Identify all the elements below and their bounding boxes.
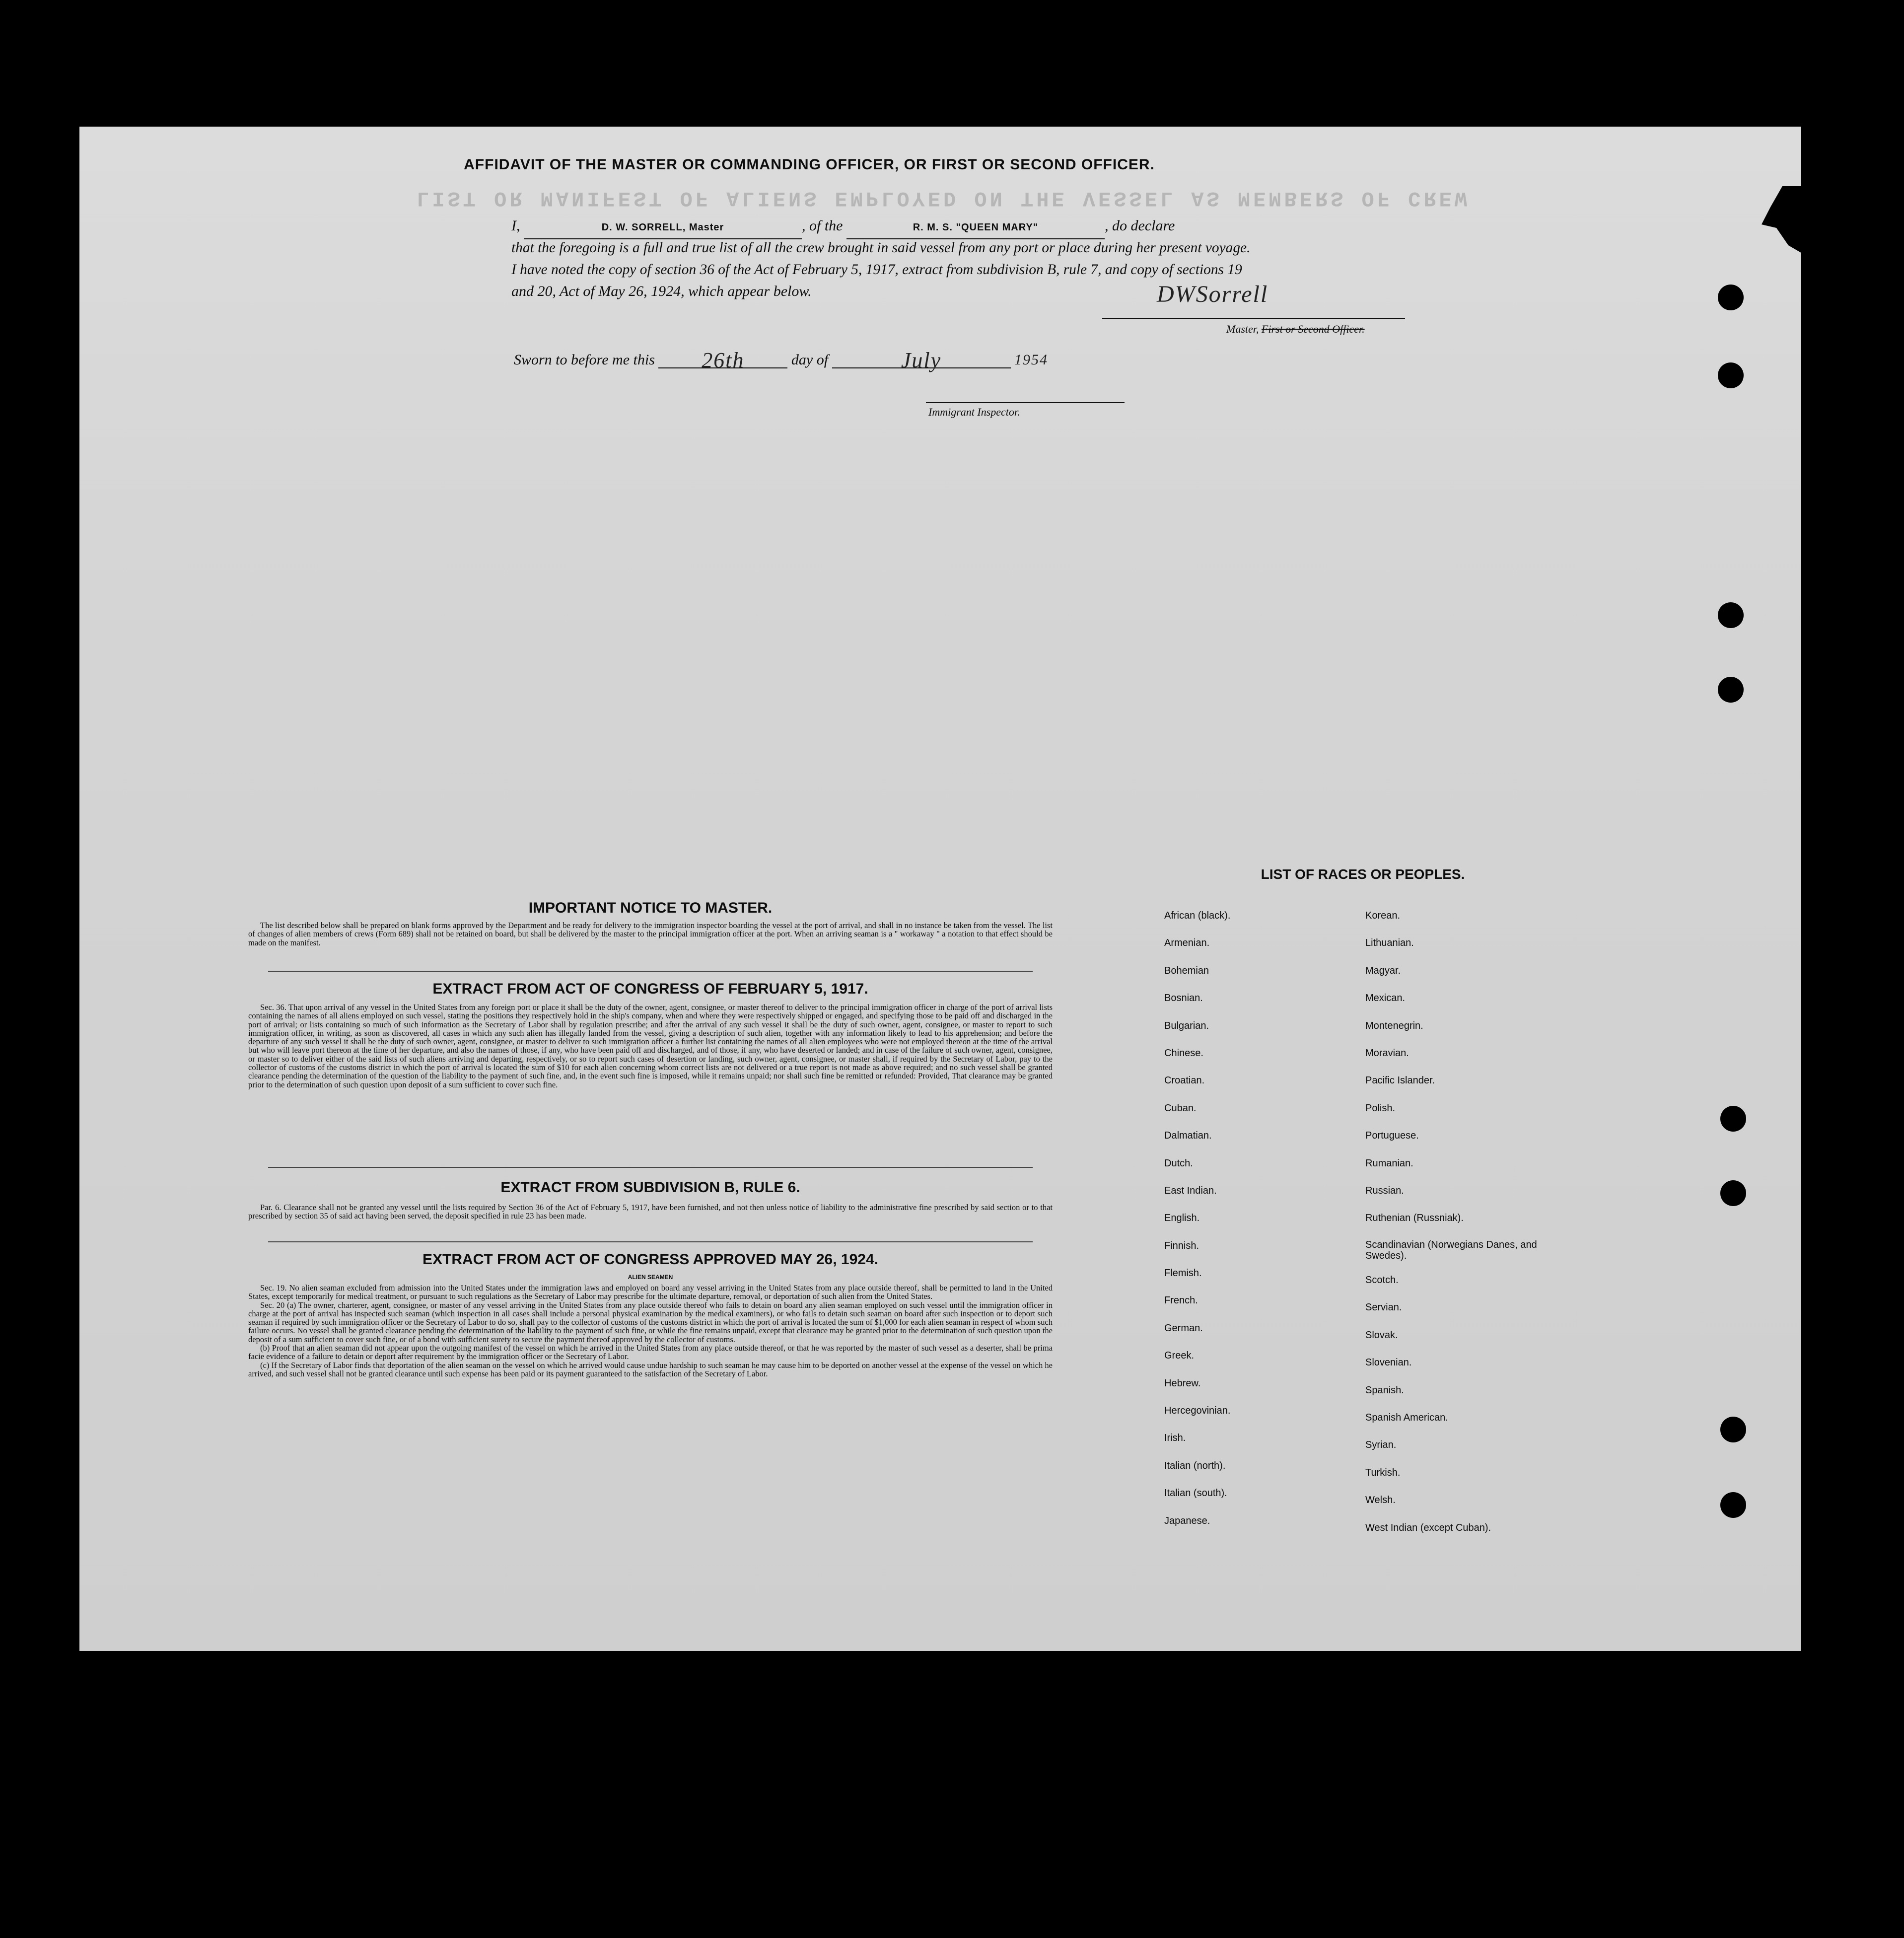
inspector-label: Immigrant Inspector. xyxy=(928,406,1020,418)
race-item: Korean. xyxy=(1365,910,1401,921)
race-item: Hebrew. xyxy=(1164,1377,1201,1389)
divider xyxy=(268,971,1033,972)
race-item: Greek. xyxy=(1164,1350,1195,1362)
rule-6-body xyxy=(248,1203,1053,1220)
race-item: Croatian. xyxy=(1164,1075,1205,1086)
race-item: English. xyxy=(1164,1213,1200,1224)
declaration-line-1 xyxy=(511,215,1544,239)
race-item: Japanese. xyxy=(1164,1515,1210,1526)
race-item: Ruthenian (Russniak). xyxy=(1365,1213,1464,1224)
races-column-1 xyxy=(1164,902,1343,1535)
master-name-field: D. W. SORRELL, Master xyxy=(524,216,802,239)
sworn-month: July xyxy=(832,348,1011,368)
rule-6-text: Par. 6. Clearance shall not be granted any vessel until the lists required by Section 36 of the Act of February 5, 1917, have been furnished, and not then unless notice of liability to the administrative fine prescribed by said section or to that prescribed by section 35 of said act having been served, the deposit specified in rule 23 has been made. xyxy=(248,1203,1053,1221)
affidavit-title: AFFIDAVIT OF THE MASTER OR COMMANDING OFFICER, OR FIRST OR SECOND OFFICER. xyxy=(464,156,1155,173)
race-item: Scotch. xyxy=(1365,1275,1399,1286)
sig-label-master: Master, xyxy=(1226,323,1259,335)
punch-hole xyxy=(1720,1180,1746,1206)
sworn-prefix: Sworn to before me this xyxy=(514,352,655,368)
decl-i: I, xyxy=(511,217,520,234)
races-column-2 xyxy=(1365,902,1574,1542)
race-item: Bulgarian. xyxy=(1164,1020,1209,1031)
alien-seamen-subheading: ALIEN SEAMEN xyxy=(628,1274,673,1281)
race-item: Russian. xyxy=(1365,1185,1404,1196)
declaration-line-4: and 20, Act of May 26, 1924, which appear below. xyxy=(511,283,812,299)
race-item: Rumanian. xyxy=(1365,1157,1413,1169)
race-item: Slovenian. xyxy=(1365,1357,1412,1368)
extract-1917-text: Sec. 36. That upon arrival of any vessel in the United States from any foreign port or place it shall be the duty of the owner, agent, consignee, or master thereof to deliver to the principal immigration officer in charge of the port of arrival lists containing the names of all aliens employed on such vessel, stating the positions they respectively hold in the ship's company, when and where they were respectively shipped or engaged, and specifying those to be paid off and discharged in the port of arrival; or lists containing so much of such information as the Secretary of Labor shall by regulation prescribe; and after the arrival of any such vessel it shall be the duty of such owner, agent, consignee, or master to report to such immigration officer, in writing, as soon as discovered, all cases in which any such alien has illegally landed from the vessel, giving a description of such alien, together with any information likely to lead to his apprehension; and before the departure of any such vessel it shall be the duty of such owner, agent, consignee, or master to deliver to such immigration officer a further list containing the names of all alien employees who were not employed thereon at the time of the arrival but who will leave port thereon at the time of her departure, and also the names of those, if any, who have been paid off and discharged, and of those, if any, who have deserted or landed; and in case of the failure of such owner, agent, consignee, or master so to deliver either of the said lists of such aliens arriving and departing, respectively, or so to report such cases of desertion or landing, such owner, agent, consignee, or master shall, if required by the Secretary of Labor, pay to the collector of customs of the customs district in which the port of arrival is located the sum of $10 for each alien concerning whom correct lists are not delivered or a true report is not made as above required; and no such vessel shall be granted clearance pending the determination of the question of the liability to the payment of such fine, and, in the event such fine is imposed, while it remains unpaid; nor shall such fine be remitted or refunded: Provided, That clearance may be granted prior to the determination of such question upon deposit of a sum sufficient to cover such fine. xyxy=(248,1003,1053,1089)
torn-corner xyxy=(1747,186,1806,256)
race-item: Portuguese. xyxy=(1365,1130,1419,1142)
bleed-through-title: LIST OR MANIFEST OF ALIENS EMPLOYED ON THE VESSEL AS MEMBERS OF CREW xyxy=(417,186,1470,210)
race-item: Magyar. xyxy=(1365,965,1401,976)
race-item: Dalmatian. xyxy=(1164,1130,1212,1142)
rule-6-heading: EXTRACT FROM SUBDIVISION B, RULE 6. xyxy=(500,1179,800,1196)
sworn-line xyxy=(514,348,1049,372)
race-item: Spanish American. xyxy=(1365,1412,1448,1424)
declaration-line-2: that the foregoing is a full and true list of all the crew brought in said vessel from any port or place during her present voyage. xyxy=(511,240,1251,256)
punch-hole xyxy=(1720,1417,1746,1442)
race-item: Mexican. xyxy=(1365,993,1406,1004)
sworn-day: 26th xyxy=(658,348,787,368)
race-item: Lithuanian. xyxy=(1365,937,1414,949)
signature-label xyxy=(1226,323,1365,336)
race-item: Finnish. xyxy=(1164,1240,1199,1251)
race-item: French. xyxy=(1164,1295,1198,1306)
document-page xyxy=(79,127,1801,1651)
sec-20a-text: Sec. 20 (a) The owner, charterer, agent, consignee, or master of any vessel arriving in the United States from any place outside thereof who fails to detain on board any alien seaman employed on such vessel until the immigration officer in charge at the port of arrival has inspected such seaman (which inspection in all cases shall include a personal physical examination by the medical examiners), or who fails to detain such seaman on board after such inspection or to deport such seaman if required by such immigration officer or the Secretary of Labor to do so, shall pay to the collector of customs of the customs district in which the port of arrival is located the sum of $1,000 for each alien seaman in respect of whom such failure occurs. No vessel shall be granted clearance pending the determination of the liability to the payment of such fine, or while the fine remains unpaid, except that clearance may be granted prior to the determination of such question upon the deposit of a sum sufficient to cover such fine, or of a bond with sufficient surety to secure the payment thereof approved by the collector of customs. xyxy=(248,1300,1053,1344)
decl-do-declare: , do declare xyxy=(1105,217,1175,234)
sworn-year: 1954 xyxy=(1014,352,1049,368)
decl-of-the: , of the xyxy=(802,217,843,234)
race-item: Montenegrin. xyxy=(1365,1020,1423,1031)
race-item: East Indian. xyxy=(1164,1185,1217,1196)
race-item: Hercegovinian. xyxy=(1164,1405,1231,1417)
vessel-name-field: R. M. S. "QUEEN MARY" xyxy=(846,216,1105,239)
punch-hole xyxy=(1718,677,1744,703)
race-item: Servian. xyxy=(1365,1302,1402,1313)
notice-heading: IMPORTANT NOTICE TO MASTER. xyxy=(528,900,773,916)
race-item: Italian (north). xyxy=(1164,1460,1226,1471)
extract-1917-body xyxy=(248,1003,1053,1089)
race-item: Bosnian. xyxy=(1164,993,1203,1004)
race-item: African (black). xyxy=(1164,910,1231,921)
punch-hole xyxy=(1718,362,1744,388)
sworn-day-of: day of xyxy=(791,352,829,368)
sec-19-text: Sec. 19. No alien seaman excluded from admission into the United States under the immigration laws and employed on board any vessel arriving in the United States from any place outside thereof, shall be permitted to land in the United States, except temporarily for medical treatment, or pursuant to such regulations as the Secretary of Labor may prescribe for the ultimate departure, removal, or deportation of such alien from the United States. xyxy=(248,1283,1053,1301)
punch-hole xyxy=(1718,602,1744,628)
race-item: Armenian. xyxy=(1164,937,1210,949)
race-item: Scandinavian (Norwegians Danes, and Swedes). xyxy=(1365,1239,1537,1261)
notice-body xyxy=(248,921,1053,947)
sec-20c-text: (c) If the Secretary of Labor finds that deportation of the alien seaman on the vessel on which he arrived would cause undue hardship to such seaman he may cause him to be deported on another vessel at the expense of the vessel on which he arrived, and such vessel shall not be granted clearance until such expense has been paid or its payment guaranteed to the satisfaction of the Secretary of Labor. xyxy=(248,1360,1053,1378)
divider xyxy=(268,1241,1033,1242)
race-item: Italian (south). xyxy=(1164,1488,1227,1499)
races-heading: LIST OF RACES OR PEOPLES. xyxy=(1261,866,1465,882)
punch-hole xyxy=(1718,285,1744,310)
race-item: Chinese. xyxy=(1164,1047,1203,1059)
notice-text: The list described below shall be prepared on blank forms approved by the Department and be ready for delivery to the immigration inspector boarding the vessel at the port of arrival, and shall in no instance be taken from the vessel. The list of changes of alien members of crews (Form 689) shall not be retained on board, but shall be delivered by the master to the principal immigration officer at the port. When an arriving seaman is a " workaway " a notation to that effect should be made on the manifest. xyxy=(248,921,1053,947)
punch-hole xyxy=(1720,1492,1746,1518)
race-item: West Indian (except Cuban). xyxy=(1365,1522,1491,1533)
race-item: Turkish. xyxy=(1365,1467,1401,1478)
divider xyxy=(268,1167,1033,1168)
declaration-line-3: I have noted the copy of section 36 of the Act of February 5, 1917, extract from subdivision B, rule 7, and copy of sections 19 xyxy=(511,262,1242,278)
race-item: Bohemian xyxy=(1164,965,1209,976)
race-item: Pacific Islander. xyxy=(1365,1075,1435,1086)
sig-label-struck: First or Second Officer. xyxy=(1261,323,1365,335)
race-item: Dutch. xyxy=(1164,1157,1193,1169)
race-item: Flemish. xyxy=(1164,1268,1202,1279)
race-item: Slovak. xyxy=(1365,1329,1398,1341)
race-item: Cuban. xyxy=(1164,1102,1197,1114)
race-item: German. xyxy=(1164,1322,1203,1334)
extract-1917-heading: EXTRACT FROM ACT OF CONGRESS OF FEBRUARY 5, 1917. xyxy=(432,981,868,997)
race-item: Irish. xyxy=(1164,1433,1186,1444)
extract-1924-heading: EXTRACT FROM ACT OF CONGRESS APPROVED MAY 26, 1924. xyxy=(423,1251,878,1268)
master-signature: DWSorrell xyxy=(1157,281,1269,307)
race-item: Syrian. xyxy=(1365,1439,1397,1451)
sec-20b-text: (b) Proof that an alien seaman did not appear upon the outgoing manifest of the vessel on which he arrived in the United States from any place outside thereof, or that he was reported by the master of such vessel as a deserter, shall be prima facie evidence of a failure to detain or deport after requirement by the immigration officer or the Secretary of Labor. xyxy=(248,1343,1053,1362)
race-item: Polish. xyxy=(1365,1102,1396,1114)
inspector-signature-line xyxy=(926,402,1125,403)
extract-1924-body xyxy=(248,1284,1053,1378)
signature-line xyxy=(1102,318,1405,319)
race-item: Moravian. xyxy=(1365,1047,1409,1059)
race-item: Spanish. xyxy=(1365,1384,1404,1396)
race-item: Welsh. xyxy=(1365,1495,1396,1506)
punch-hole xyxy=(1720,1106,1746,1132)
